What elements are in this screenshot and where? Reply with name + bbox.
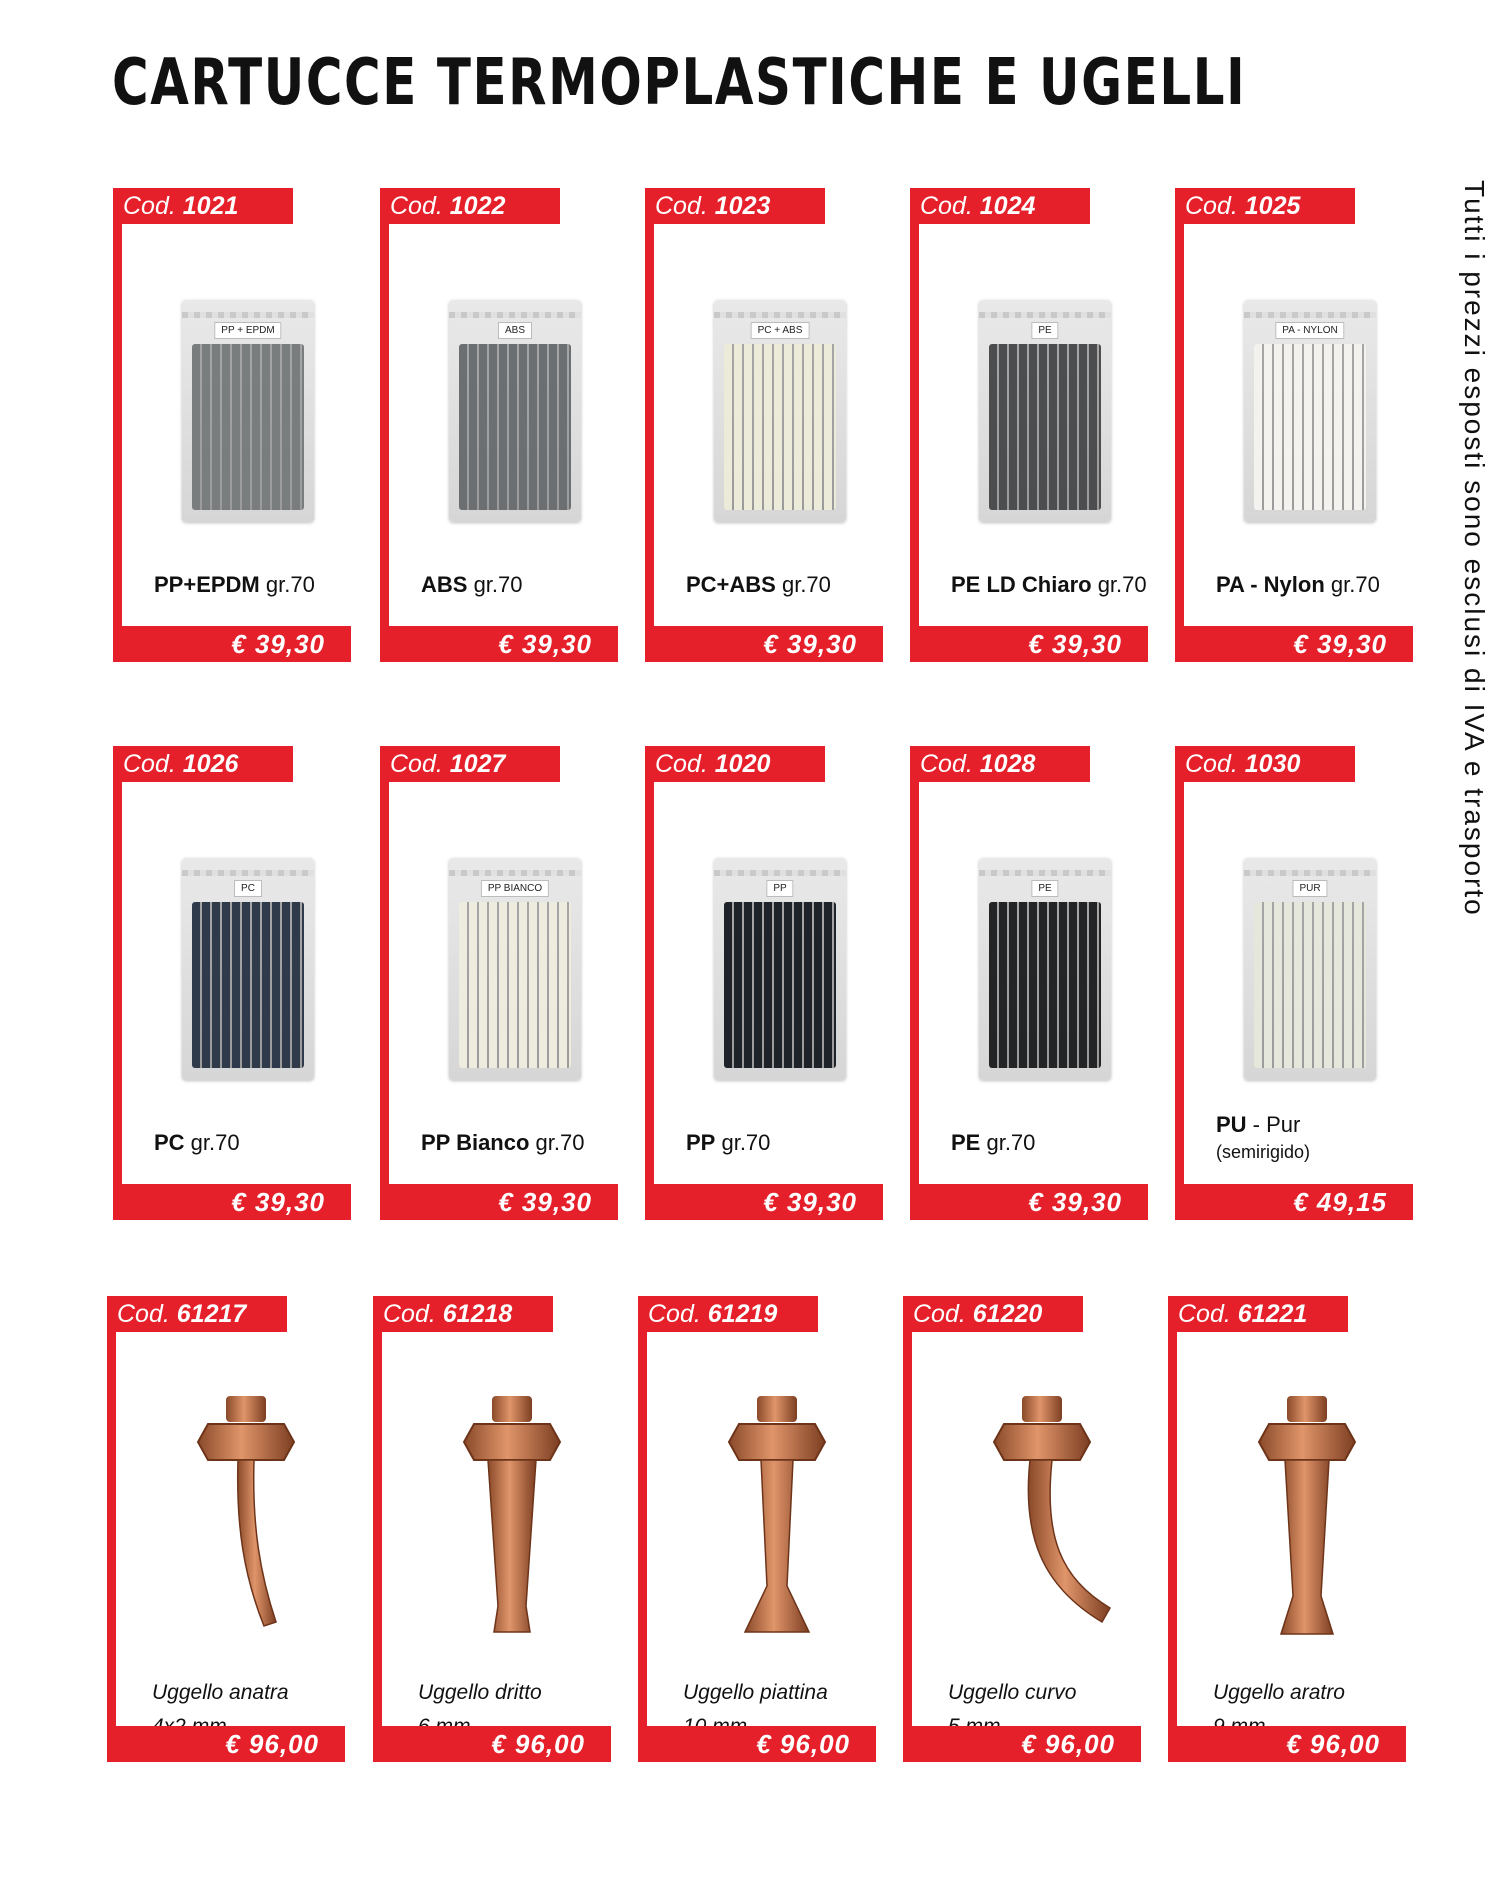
zip-seal (449, 312, 581, 318)
bag-label: PP (766, 880, 793, 897)
glue-sticks (989, 902, 1101, 1068)
product-price: € 39,30 (1175, 626, 1413, 662)
code-prefix: Cod. (648, 1300, 708, 1328)
bag-label: PE (1031, 322, 1058, 339)
product-price: € 96,00 (638, 1726, 876, 1762)
product-name (421, 572, 523, 598)
cartridge-bag-image (1244, 300, 1376, 522)
product-code (113, 746, 293, 782)
bag-label: PP BIANCO (481, 880, 549, 897)
nozzle-name: Uggello anatra (152, 1681, 289, 1704)
code-prefix: Cod. (913, 1300, 973, 1328)
glue-sticks (192, 344, 304, 510)
product-price: € 96,00 (107, 1726, 345, 1762)
weight-label: gr.70 (1091, 572, 1147, 597)
weight-label: - Pur (1246, 1112, 1301, 1137)
zip-seal (182, 870, 314, 876)
code-prefix: Cod. (123, 192, 183, 220)
nozzle-card[interactable] (903, 1296, 1141, 1762)
weight-label: gr.70 (184, 1130, 240, 1155)
zip-seal (979, 870, 1111, 876)
code-prefix: Cod. (920, 192, 980, 220)
nozzle-thread (1022, 1396, 1062, 1422)
nozzle-name: Uggello aratro (1213, 1681, 1345, 1704)
material-name: ABS (421, 572, 468, 597)
code-prefix: Cod. (390, 750, 450, 778)
product-price: € 39,30 (645, 1184, 883, 1220)
product-price: € 39,30 (910, 1184, 1148, 1220)
nozzle-body (488, 1460, 536, 1632)
bag-label: PA - NYLON (1275, 322, 1344, 339)
product-price: € 39,30 (645, 626, 883, 662)
nozzle-hex-nut (464, 1424, 560, 1460)
bag-label: PUR (1292, 880, 1327, 897)
cartridge-card[interactable] (910, 746, 1148, 1220)
cartridge-bag-image (979, 858, 1111, 1080)
glue-sticks (192, 902, 304, 1068)
product-code (910, 746, 1090, 782)
code-number: 61217 (176, 1300, 247, 1328)
cartridge-card[interactable] (910, 188, 1148, 662)
weight-label: gr.70 (775, 572, 831, 597)
product-code (380, 188, 560, 224)
product-price: € 96,00 (373, 1726, 611, 1762)
product-price: € 39,30 (910, 626, 1148, 662)
product-name (154, 1130, 240, 1156)
code-prefix: Cod. (655, 750, 715, 778)
product-name (1216, 572, 1380, 598)
code-prefix: Cod. (123, 750, 183, 778)
nozzle-image (952, 1386, 1132, 1646)
nozzle-picture (1217, 1386, 1397, 1646)
nozzle-image (1217, 1386, 1397, 1646)
product-code (638, 1296, 818, 1332)
cartridge-card[interactable] (113, 188, 351, 662)
nozzle-hex-nut (994, 1424, 1090, 1460)
nozzle-name: Uggello curvo (948, 1681, 1077, 1704)
bag-label: PC + ABS (751, 322, 810, 339)
product-code (113, 188, 293, 224)
weight-label: gr.70 (715, 1130, 771, 1155)
product-name (951, 572, 1147, 598)
nozzle-card[interactable] (107, 1296, 345, 1762)
code-number: 1025 (1244, 192, 1301, 220)
bag-label: PE (1031, 880, 1058, 897)
bag-label: ABS (498, 322, 532, 339)
zip-seal (714, 870, 846, 876)
nozzle-thread (757, 1396, 797, 1422)
product-code (107, 1296, 287, 1332)
material-name: PP+EPDM (154, 572, 260, 597)
product-price: € 49,15 (1175, 1184, 1413, 1220)
material-name: PC+ABS (686, 572, 776, 597)
weight-label: gr.70 (1324, 572, 1380, 597)
code-prefix: Cod. (920, 750, 980, 778)
weight-label: gr.70 (529, 1130, 585, 1155)
material-name: PP Bianco (421, 1130, 530, 1155)
cartridge-bag-image (182, 858, 314, 1080)
material-name: PE (951, 1130, 981, 1155)
product-name (951, 1130, 1035, 1156)
product-price: € 39,30 (113, 626, 351, 662)
product-code (1168, 1296, 1348, 1332)
price-disclaimer: Tutti i prezzi esposti sono esclusi di IVA e trasporto (1459, 180, 1490, 917)
material-name: PA - Nylon (1216, 572, 1325, 597)
glue-sticks (459, 902, 571, 1068)
code-prefix: Cod. (117, 1300, 177, 1328)
product-code (910, 188, 1090, 224)
nozzle-picture (422, 1386, 602, 1646)
zip-seal (1244, 870, 1376, 876)
cartridge-card[interactable] (1175, 188, 1413, 662)
nozzle-name: Uggello dritto (418, 1681, 542, 1704)
cartridge-bag-image (714, 300, 846, 522)
glue-sticks (724, 344, 836, 510)
nozzle-thread (226, 1396, 266, 1422)
product-code (380, 746, 560, 782)
glue-sticks (989, 344, 1101, 510)
code-number: 1021 (182, 192, 239, 220)
nozzle-hex-nut (729, 1424, 825, 1460)
product-code (645, 188, 825, 224)
nozzle-picture (156, 1386, 336, 1646)
cartridge-card[interactable] (645, 746, 883, 1220)
product-code (645, 746, 825, 782)
code-prefix: Cod. (1178, 1300, 1238, 1328)
product-price: € 39,30 (380, 1184, 618, 1220)
product-code (1175, 188, 1355, 224)
material-name: PU (1216, 1112, 1247, 1137)
nozzle-picture (952, 1386, 1132, 1646)
nozzle-card[interactable] (373, 1296, 611, 1762)
glue-sticks (1254, 902, 1366, 1068)
code-number: 1024 (979, 192, 1036, 220)
nozzle-hex-nut (198, 1424, 294, 1460)
product-price: € 96,00 (1168, 1726, 1406, 1762)
cartridge-bag-image (1244, 858, 1376, 1080)
nozzle-thread (492, 1396, 532, 1422)
code-number: 61219 (707, 1300, 778, 1328)
product-name (1216, 1112, 1310, 1164)
code-prefix: Cod. (655, 192, 715, 220)
product-code (1175, 746, 1355, 782)
nozzle-card[interactable] (638, 1296, 876, 1762)
glue-sticks (459, 344, 571, 510)
product-price: € 96,00 (903, 1726, 1141, 1762)
cartridge-card[interactable] (113, 746, 351, 1220)
product-code (903, 1296, 1083, 1332)
product-price: € 39,30 (113, 1184, 351, 1220)
bag-label: PP + EPDM (214, 322, 281, 339)
nozzle-body (238, 1460, 276, 1626)
product-name (154, 572, 315, 598)
nozzle-body (1028, 1460, 1110, 1622)
material-name: PE LD Chiaro (951, 572, 1092, 597)
material-name: PP (686, 1130, 716, 1155)
product-name (686, 572, 831, 598)
code-number: 1028 (979, 750, 1036, 778)
code-number: 1027 (449, 750, 506, 778)
weight-label: gr.70 (980, 1130, 1036, 1155)
nozzle-thread (1287, 1396, 1327, 1422)
weight-label: gr.70 (467, 572, 523, 597)
cartridge-card[interactable] (380, 746, 618, 1220)
page-title: CARTUCCE TERMOPLASTICHE E UGELLI (112, 46, 1247, 120)
code-number: 61220 (972, 1300, 1043, 1328)
nozzle-body (745, 1460, 809, 1632)
cartridge-bag-image (979, 300, 1111, 522)
cartridge-bag-image (449, 858, 581, 1080)
material-name: PC (154, 1130, 185, 1155)
code-number: 1030 (1244, 750, 1301, 778)
nozzle-image (422, 1386, 602, 1646)
zip-seal (979, 312, 1111, 318)
glue-sticks (1254, 344, 1366, 510)
product-price: € 39,30 (380, 626, 618, 662)
cartridge-card[interactable] (1175, 746, 1413, 1220)
nozzle-body (1281, 1460, 1333, 1634)
cartridge-card[interactable] (645, 188, 883, 662)
code-number: 1020 (714, 750, 771, 778)
code-number: 61221 (1237, 1300, 1308, 1328)
nozzle-name: Uggello piattina (683, 1681, 828, 1704)
code-prefix: Cod. (390, 192, 450, 220)
glue-sticks (724, 902, 836, 1068)
code-prefix: Cod. (383, 1300, 443, 1328)
nozzle-picture (687, 1386, 867, 1646)
code-number: 1022 (449, 192, 506, 220)
product-code (373, 1296, 553, 1332)
code-number: 1026 (182, 750, 239, 778)
zip-seal (714, 312, 846, 318)
zip-seal (182, 312, 314, 318)
code-number: 1023 (714, 192, 771, 220)
code-number: 61218 (442, 1300, 513, 1328)
cartridge-bag-image (182, 300, 314, 522)
code-prefix: Cod. (1185, 192, 1245, 220)
zip-seal (449, 870, 581, 876)
cartridge-bag-image (714, 858, 846, 1080)
nozzle-image (156, 1386, 336, 1646)
nozzle-image (687, 1386, 867, 1646)
product-name (686, 1130, 770, 1156)
nozzle-card[interactable] (1168, 1296, 1406, 1762)
weight-label: gr.70 (259, 572, 315, 597)
nozzle-hex-nut (1259, 1424, 1355, 1460)
cartridge-bag-image (449, 300, 581, 522)
cartridge-card[interactable] (380, 188, 618, 662)
product-name (421, 1130, 584, 1156)
material-subtitle: (semirigido) (1216, 1142, 1311, 1162)
bag-label: PC (234, 880, 262, 897)
zip-seal (1244, 312, 1376, 318)
code-prefix: Cod. (1185, 750, 1245, 778)
